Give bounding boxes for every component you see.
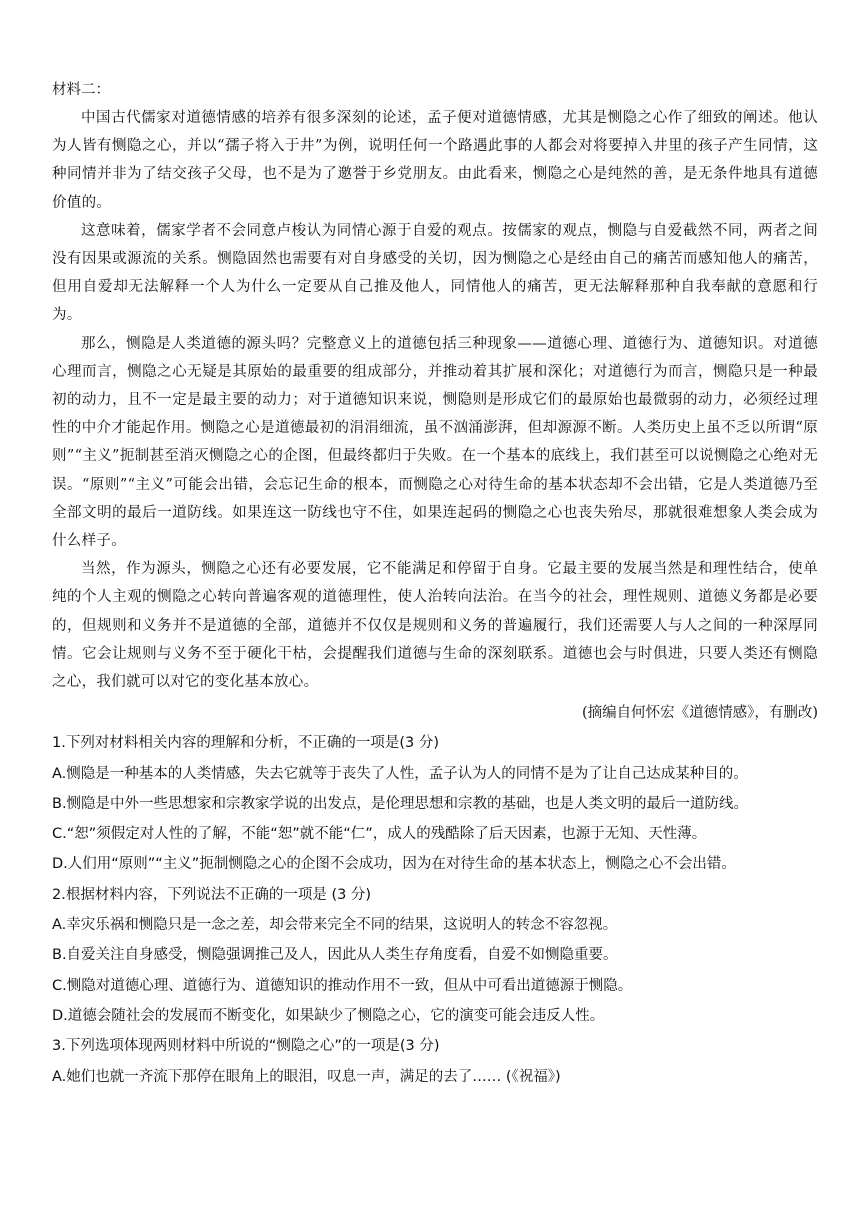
document-page [52, 76, 818, 1092]
question-stem: 2.根据材料内容，下列说法不正确的一项是 (3 分) [52, 886, 372, 903]
option-b: B.自爱关注自身感受，恻隐强调推己及人，因此从人类生存角度看，自爱不如恻隐重要。 [52, 947, 618, 964]
option-a: A.幸灾乐祸和恻隐只是一念之差，却会带来完全不同的结果，这说明人的转念不容忽视。 [52, 917, 618, 934]
option-c: C.恻隐对道德心理、道德行为、道德知识的推动作用不一致，但从中可看出道德源于恻隐。 [52, 977, 633, 994]
material-title: 材料二： [52, 82, 110, 98]
question-1 [52, 728, 818, 879]
option-a: A.她们也就一齐流下那停在眼角上的眼泪，叹息一声，满足的去了…… (《祝福》) [52, 1068, 561, 1085]
question-2 [52, 880, 818, 1031]
paragraph-2: 这意味着，儒家学者不会同意卢梭认为同情心源于自爱的观点。按儒家的观点，恻隐与自爱截然不同，两者之间没有因果或源流的关系。恻隐固然也需要有对自身感受的关切，因为恻隐之心是经由自己的痛苦而感知他人的痛苦，但用自爱却无法解释一个人为什么一定要从自己推及他人，同情他人的痛苦，更无法解释那种自我奉献的意愿和行为。 [52, 222, 818, 324]
option-b: B.恻隐是中外一些思想家和宗教家学说的出发点，是伦理思想和宗教的基础，也是人类文明的最后一道防线。 [52, 795, 749, 812]
paragraph-4: 当然，作为源头，恻隐之心还有必要发展，它不能满足和停留于自身。它最主要的发展当然是和理性结合，使单纯的个人主观的恻隐之心转向普遍客观的道德理性，使人治转向法治。在当今的社会，理性规则、道德义务都是必要的，但规则和义务并不是道德的全部，道德并不仅仅是规则和义务的普遍履行，我们还需要人与人之间的一种深厚同情。它会让规则与义务不至于硬化干枯，会提醒我们道德与生命的深刻联系。道德也会与时俱进，只要人类还有恻隐之心，我们就可以对它的变化基本放心。 [52, 561, 818, 691]
paragraph-3: 那么，恻隐是人类道德的源头吗？完整意义上的道德包括三种现象——道德心理、道德行为、道德知识。对道德心理而言，恻隐之心无疑是其原始的最重要的组成部分，并推动着其扩展和深化；对道德行为而言，恻隐只是一种最初的动力，且不一定是最主要的动力；对于道德知识来说，恻隐则是形成它们的最原始也最微弱的动力，必须经过理性的中介才能起作用。恻隐之心是道德最初的涓涓细流，虽不汹涌澎湃，但却源源不断。人类历史上虽不乏以所谓“原则”“主义”扼制甚至消灭恻隐之心的企图，但最终都归于失败。在一个基本的底线上，我们甚至可以说恻隐之心绝对无误。“原则”“主义”可能会出错，会忘记生命的根本，而恻隐之心对待生命的基本状态却不会出错，它是人类道德乃至全部文明的最后一道防线。如果连这一防线也守不住，如果连起码的恻隐之心也丧失殆尽，那就很难想象人类会成为什么样子。 [52, 335, 818, 550]
option-d: D.道德会随社会的发展而不断变化，如果缺少了恻隐之心，它的演变可能会违反人性。 [52, 1007, 605, 1024]
question-stem: 1.下列对材料相关内容的理解和分析，不正确的一项是(3 分) [52, 735, 439, 752]
source-citation: (摘编自何怀宏《道德情感》，有删改) [581, 705, 818, 722]
question-stem: 3.下列选项体现两则材料中所说的“恻隐之心”的一项是(3 分) [52, 1038, 440, 1055]
question-3 [52, 1031, 818, 1092]
option-a: A.恻隐是一种基本的人类情感，失去它就等于丧失了人性，孟子认为人的同情不是为了让自己达成某种目的。 [52, 765, 748, 782]
option-d: D.人们用“原则”“主义”扼制恻隐之心的企图不会成功，因为在对待生命的基本状态上，恻隐之心不会出错。 [52, 856, 736, 873]
option-c: C.“恕”须假定对人性的了解，不能“恕”就不能“仁”，成人的残酷除了后天因素，也源于无知、天性薄。 [52, 826, 707, 843]
paragraph-1: 中国古代儒家对道德情感的培养有很多深刻的论述，孟子便对道德情感，尤其是恻隐之心作了细致的阐述。他认为人皆有恻隐之心，并以“孺子将入于井”为例，说明任何一个路遇此事的人都会对将要掉入井里的孩子产生同情，这种同情并非为了结交孩子父母，也不是为了邀誉于乡党朋友。由此看来，恻隐之心是纯然的善，是无条件地具有道德价值的。 [52, 110, 818, 211]
